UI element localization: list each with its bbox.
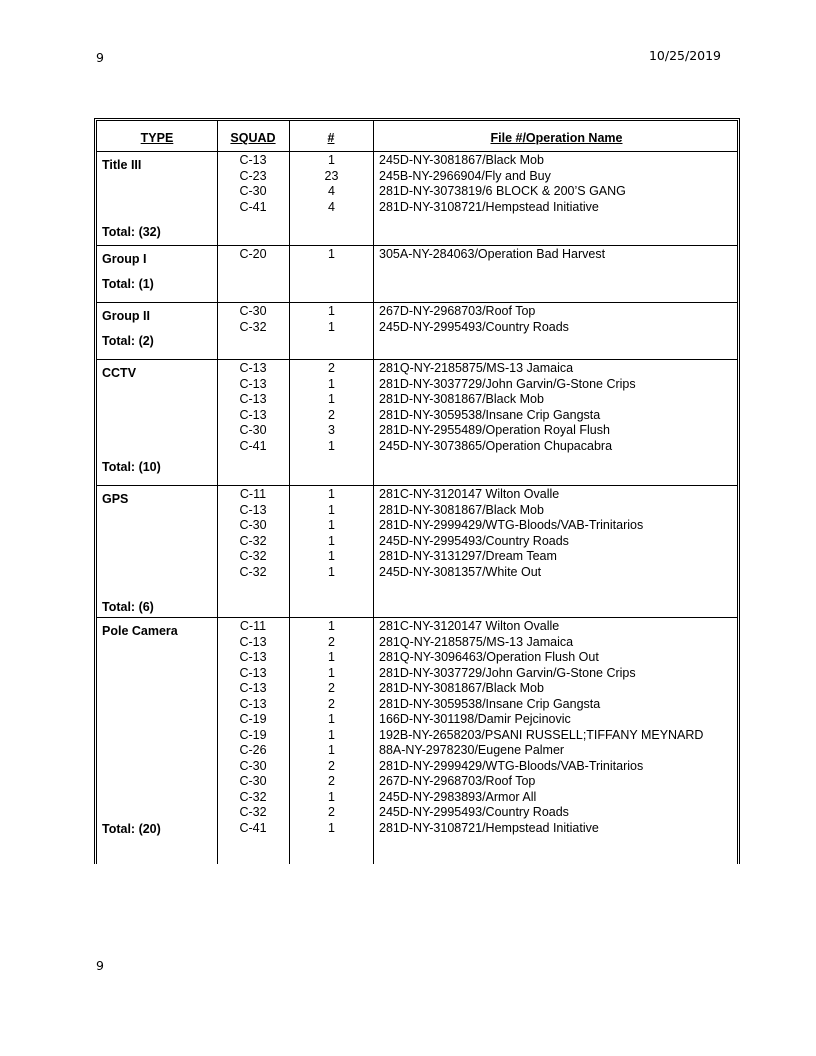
- row-divider: [97, 245, 737, 246]
- count-cell: 2: [328, 696, 335, 711]
- file-operation-cell: 281D-NY-3059538/Insane Crip Gangsta: [379, 696, 601, 711]
- squad-cell: C-30: [239, 304, 267, 318]
- file-operation-cell: 281Q-NY-2185875/MS-13 Jamaica: [379, 361, 574, 375]
- count-cell: 2: [328, 634, 335, 649]
- count-cell: 2: [328, 805, 335, 819]
- row-divider: [97, 485, 737, 486]
- squad-cell: C-13: [239, 407, 267, 422]
- header-type: TYPE: [140, 131, 174, 145]
- squad-cell: C-11: [239, 619, 267, 633]
- count-cell: 2: [328, 758, 335, 773]
- header-squad: SQUAD: [230, 131, 276, 145]
- squad-cell: C-13: [239, 502, 267, 517]
- squad-cell: C-30: [239, 758, 267, 773]
- squad-cell: C-30: [239, 184, 267, 198]
- count-cell: 1: [328, 518, 335, 532]
- file-operation-cell: 281D-NY-3081867/Black Mob: [379, 502, 544, 517]
- file-operation-cell: 305A-NY-284063/Operation Bad Harvest: [379, 247, 606, 261]
- page-number-top: 9: [96, 50, 104, 65]
- count-cell: 1: [328, 564, 335, 579]
- file-operation-cell: 281D-NY-3108721/Hempstead Initiative: [379, 820, 599, 835]
- file-operation-cell: 281D-NY-2955489/Operation Royal Flush: [379, 423, 610, 437]
- squad-cell: C-13: [239, 634, 267, 649]
- file-operation-cell: 245D-NY-3081867/Black Mob: [379, 153, 544, 167]
- count-cell: 1: [328, 549, 335, 563]
- surveillance-table: [94, 118, 740, 864]
- file-operation-cell: 281D-NY-3108721/Hempstead Initiative: [379, 199, 599, 214]
- file-operation-cell: 245D-NY-3073865/Operation Chupacabra: [379, 438, 613, 453]
- count-cell: 2: [328, 407, 335, 422]
- column-divider: [373, 121, 374, 864]
- section-type: CCTV: [102, 366, 137, 380]
- squad-cell: C-41: [239, 199, 267, 214]
- row-divider: [97, 151, 737, 152]
- squad-cell: C-13: [239, 681, 267, 695]
- squad-cell: C-13: [239, 153, 267, 167]
- file-operation-cell: 192B-NY-2658203/PSANI RUSSELL;TIFFANY MEYNARD: [379, 727, 704, 742]
- row-divider: [97, 302, 737, 303]
- file-operation-cell: 281D-NY-3081867/Black Mob: [379, 681, 544, 695]
- count-cell: 1: [328, 392, 335, 406]
- count-cell: 1: [328, 727, 335, 742]
- squad-cell: C-23: [239, 168, 267, 183]
- squad-cell: C-13: [239, 392, 267, 406]
- row-divider: [97, 359, 737, 360]
- squad-cell: C-32: [239, 805, 267, 819]
- squad-cell: C-30: [239, 518, 267, 532]
- squad-cell: C-13: [239, 665, 267, 680]
- file-operation-cell: 281C-NY-3120147 Wilton Ovalle: [379, 619, 560, 633]
- section-type: Group II: [102, 309, 150, 323]
- count-cell: 1: [328, 153, 335, 167]
- count-cell: 1: [328, 438, 335, 453]
- count-cell: 1: [328, 789, 335, 804]
- file-operation-cell: 281D-NY-2999429/WTG-Bloods/VAB-Trinitarios: [379, 518, 644, 532]
- squad-cell: C-30: [239, 423, 267, 437]
- file-operation-cell: 281D-NY-3037729/John Garvin/G-Stone Crips: [379, 665, 636, 680]
- squad-cell: C-13: [239, 650, 267, 664]
- squad-cell: C-32: [239, 564, 267, 579]
- file-operation-cell: 267D-NY-2968703/Roof Top: [379, 304, 536, 318]
- file-operation-cell: 281Q-NY-2185875/MS-13 Jamaica: [379, 634, 574, 649]
- count-cell: 1: [328, 487, 335, 501]
- squad-cell: C-20: [239, 247, 267, 261]
- section-type: Pole Camera: [102, 624, 178, 638]
- squad-cell: C-19: [239, 712, 267, 726]
- file-operation-cell: 281Q-NY-3096463/Operation Flush Out: [379, 650, 599, 664]
- section-total: Total: (10): [102, 460, 161, 474]
- file-operation-cell: 281D-NY-3081867/Black Mob: [379, 392, 544, 406]
- header-number: #: [327, 131, 335, 145]
- squad-cell: C-30: [239, 774, 267, 788]
- count-cell: 1: [328, 820, 335, 835]
- squad-cell: C-13: [239, 376, 267, 391]
- count-cell: 3: [328, 423, 335, 437]
- section-total: Total: (1): [102, 277, 154, 291]
- squad-cell: C-32: [239, 533, 267, 548]
- file-operation-cell: 245B-NY-2966904/Fly and Buy: [379, 168, 551, 183]
- section-total: Total: (20): [102, 822, 161, 836]
- file-operation-cell: 245D-NY-3081357/White Out: [379, 564, 542, 579]
- count-cell: 1: [328, 319, 335, 334]
- header-file-operation: File #/Operation Name: [490, 131, 623, 145]
- count-cell: 1: [328, 743, 335, 757]
- file-operation-cell: 281D-NY-2999429/WTG-Bloods/VAB-Trinitarios: [379, 758, 644, 773]
- squad-cell: C-32: [239, 789, 267, 804]
- file-operation-cell: 267D-NY-2968703/Roof Top: [379, 774, 536, 788]
- squad-cell: C-11: [239, 487, 267, 501]
- squad-cell: C-32: [239, 549, 267, 563]
- section-type: Title III: [102, 158, 142, 172]
- count-cell: 23: [324, 168, 339, 183]
- file-operation-cell: 245D-NY-2995493/Country Roads: [379, 805, 569, 819]
- file-operation-cell: 245D-NY-2995493/Country Roads: [379, 533, 569, 548]
- section-type: Group I: [102, 252, 147, 266]
- squad-cell: C-32: [239, 319, 267, 334]
- count-cell: 1: [328, 619, 335, 633]
- count-cell: 4: [328, 184, 335, 198]
- document-date: 10/25/2019: [648, 48, 721, 63]
- count-cell: 1: [328, 304, 335, 318]
- count-cell: 1: [328, 247, 335, 261]
- squad-cell: C-41: [239, 820, 267, 835]
- squad-cell: C-13: [239, 696, 267, 711]
- count-cell: 4: [328, 199, 335, 214]
- section-total: Total: (32): [102, 225, 161, 239]
- file-operation-cell: 281C-NY-3120147 Wilton Ovalle: [379, 487, 560, 501]
- count-cell: 1: [328, 650, 335, 664]
- squad-cell: C-13: [239, 361, 267, 375]
- file-operation-cell: 245D-NY-2983893/Armor All: [379, 789, 537, 804]
- file-operation-cell: 281D-NY-3037729/John Garvin/G-Stone Crips: [379, 376, 636, 391]
- file-operation-cell: 88A-NY-2978230/Eugene Palmer: [379, 743, 565, 757]
- section-total: Total: (6): [102, 600, 154, 614]
- count-cell: 2: [328, 774, 335, 788]
- count-cell: 2: [328, 681, 335, 695]
- row-divider: [97, 617, 737, 618]
- file-operation-cell: 281D-NY-3131297/Dream Team: [379, 549, 557, 563]
- file-operation-cell: 281D-NY-3059538/Insane Crip Gangsta: [379, 407, 601, 422]
- count-cell: 2: [328, 361, 335, 375]
- squad-cell: C-19: [239, 727, 267, 742]
- file-operation-cell: 245D-NY-2995493/Country Roads: [379, 319, 569, 334]
- section-type: GPS: [102, 492, 129, 506]
- count-cell: 1: [328, 533, 335, 548]
- count-cell: 1: [328, 502, 335, 517]
- count-cell: 1: [328, 376, 335, 391]
- count-cell: 1: [328, 712, 335, 726]
- file-operation-cell: 166D-NY-301198/Damir Pejcinovic: [379, 712, 571, 726]
- file-operation-cell: 281D-NY-3073819/6 BLOCK & 200’S GANG: [379, 184, 626, 198]
- section-total: Total: (2): [102, 334, 154, 348]
- squad-cell: C-26: [239, 743, 267, 757]
- page-number-bottom: 9: [96, 958, 104, 973]
- squad-cell: C-41: [239, 438, 267, 453]
- count-cell: 1: [328, 665, 335, 680]
